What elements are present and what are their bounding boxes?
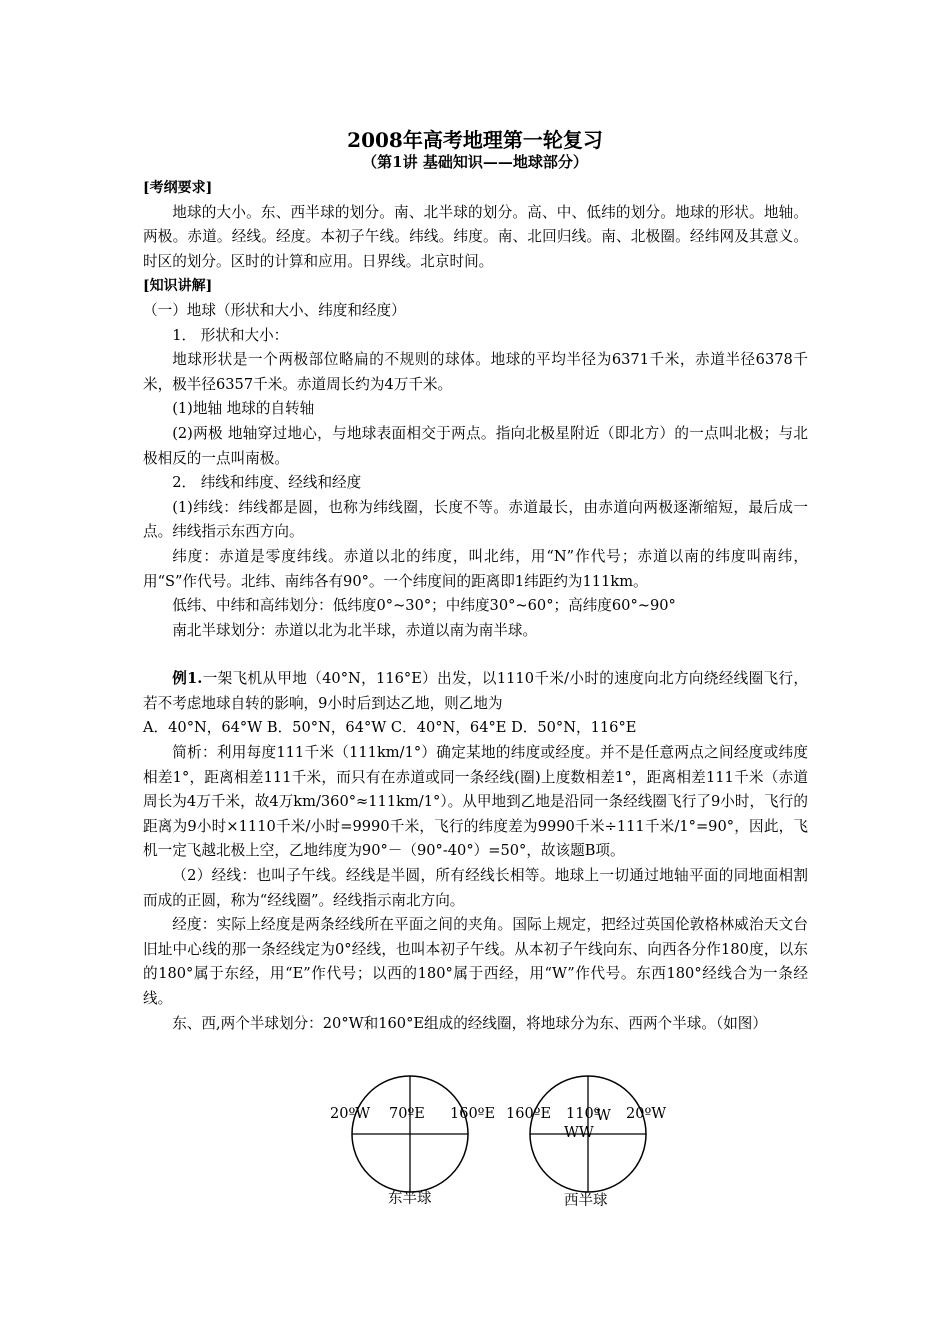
east-mid-label: 70ºE	[389, 1106, 425, 1122]
requirements-heading: [考纲要求]	[143, 180, 213, 196]
west-right-label: 20ºW	[626, 1106, 667, 1122]
item-heading: 1． 形状和大小：	[172, 326, 289, 344]
paragraph: (1)纬线：纬线都是圆，也称为纬线圈，长度不等。赤道最长，由赤道向两极逐渐缩短，最后成一点。纬线指示东西方向。	[143, 498, 808, 541]
paragraph: 东、西,两个半球划分：20°W和160°E组成的经线圈，将地球分为东、西两个半球。（如图）	[172, 1014, 767, 1032]
paragraph: 地球形状是一个两极部位略扁的不规则的球体。地球的平均半径为6371千米，赤道半径6378千米，极半径6357千米。赤道周长约为4万千米。	[143, 351, 808, 393]
example-question-text: 一架飞机从甲地（40°N，116°E）出发，以1110千米/小时的速度向北方向绕经线圈飞行，若不考虑地球自转的影响，9小时后到达乙地，则乙地为	[143, 670, 808, 712]
item-heading: 2． 纬线和纬度、经线和经度	[172, 474, 362, 492]
paragraph: (2)两极 地轴穿过地心，与地球表面相交于两点。指向北极星附近（即北方）的一点叫北极；与北极相反的一点叫南极。	[143, 424, 808, 467]
west-mid-extra: WW	[564, 1125, 594, 1141]
document-body	[143, 176, 808, 1036]
example-options: A．40°N，64°W B．50°N，64°W C．40°N，64°E D．50°N，116°E	[143, 719, 637, 737]
west-mid-suffix: W	[596, 1108, 611, 1124]
paragraph: (1)地轴 地球的自转轴	[172, 400, 315, 418]
paragraph: 南北半球划分：赤道以北为北半球，赤道以南为南半球。	[172, 621, 538, 639]
example-label: 例1.	[172, 670, 203, 688]
example-analysis: 简析：利用每度111千米（111km/1°）确定某地的纬度或经度。并不是任意两点之间经度或纬度相差1°，距离相差111千米，而只有在赤道或同一条经线(圈)上度数相差1°，距离相差111千米（赤道周长为4万千米，故4万km/360°≈111km/1°）。从甲地到乙地是沿同一条经线圈飞行了9小时，飞行的距离为9小时×1110千米/小时=9990千米，飞行的纬度差为9990千米÷111千米/1°=90°，因此，飞机一定飞越北极上空，乙地纬度为90°－（90°-40°）=50°，故该题B项。	[143, 744, 808, 860]
paragraph: （2）经线：也叫子午线。经线是半圆，所有经线长相等。地球上一切通过地轴平面的同地面相割而成的正圆，称为“经线圈”。经线指示南北方向。	[143, 867, 808, 909]
paragraph: 经度：实际上经度是两条经线所在平面之间的夹角。国际上规定，把经过英国伦敦格林威治天文台旧址中心线的那一条经线定为0°经线，也叫本初子午线。从本初子午线向东、向西各分作180度，以东的180°属于东经，用“E”作代号；以西的180°属于西经，用“W”作代号。东西180°经线合为一条经线。	[143, 916, 808, 1007]
example-question	[143, 667, 808, 716]
page-title: 2008年高考地理第一轮复习	[347, 128, 603, 152]
page-subtitle: （第1讲 基础知识——地球部分）	[362, 153, 588, 171]
knowledge-heading: [知识讲解]	[143, 278, 213, 295]
east-caption: 东半球	[388, 1191, 432, 1207]
hemisphere-figure	[320, 1066, 700, 1216]
requirements-text: 地球的大小。东、西半球的划分。南、北半球的划分。高、中、低纬的划分。地球的形状。地轴。两极。赤道。经线。经度。本初子午线。纬线。纬度。南、北回归线。南、北极圈。经纬网及其意义。时区的划分。区时的计算和应用。日界线。北京时间。	[143, 203, 808, 270]
east-right-label: 160ºE	[450, 1106, 496, 1122]
west-mid-label: 110º	[566, 1106, 601, 1122]
east-left-label: 20ºW	[330, 1106, 371, 1122]
paragraph: 纬度：赤道是零度纬线。赤道以北的纬度，叫北纬，用“N”作代号；赤道以南的纬度叫南纬，用“S”作代号。北纬、南纬各有90°。一个纬度间的距离即1纬距约为111km。	[143, 547, 808, 590]
west-left-label: 160ºE	[506, 1106, 552, 1122]
section-heading: （一）地球（形状和大小、纬度和经度）	[143, 301, 406, 319]
hemisphere-diagram	[320, 1066, 700, 1216]
paragraph: 低纬、中纬和高纬划分：低纬度0°~30°；中纬度30°~60°；高纬度60°~90°	[172, 597, 676, 615]
west-caption: 西半球	[564, 1193, 608, 1209]
